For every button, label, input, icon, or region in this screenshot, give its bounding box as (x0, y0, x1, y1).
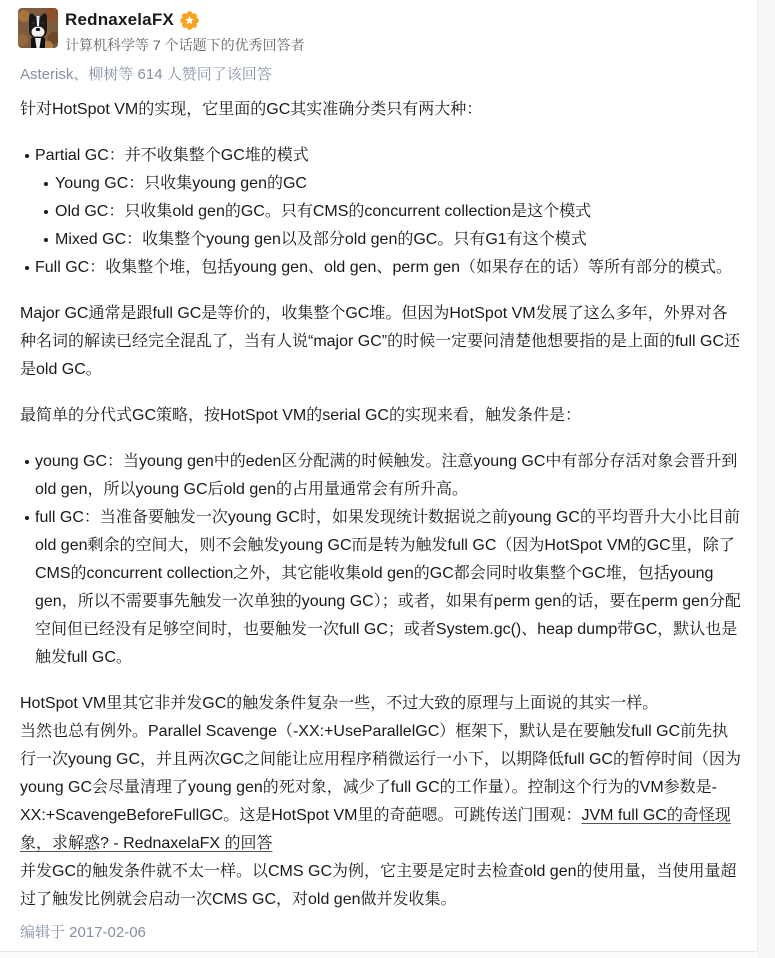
answer-rich-text (0, 96, 757, 914)
excellent-answerer-badge-icon (180, 11, 199, 30)
list-item-old-gc: Old GC：只收集old gen的GC。只有CMS的concurrent collection是这个模式 (35, 198, 743, 226)
edit-timestamp: 编辑于 2017-02-06 (20, 924, 146, 941)
list-item-young-gc: Young GC：只收集young gen的GC (35, 170, 743, 198)
partial-gc-sublist (35, 170, 743, 254)
list-item-young-gc-trigger: young GC：当young gen中的eden区分配满的时候触发。注意young GC中有部分存活对象会晋升到old gen，所以young GC后old gen的占用量通常会有所升高。 (20, 448, 743, 504)
list-item-partial-gc (20, 142, 743, 254)
author-header (0, 8, 757, 52)
username[interactable]: RednaxelaFX (65, 10, 174, 29)
user-headline: 计算机科学等 7 个话题下的优秀回答者 (65, 37, 305, 53)
upvote-summary[interactable]: Asterisk、柳树等 614 人赞同了该回答 (20, 66, 272, 83)
list-item-text: Partial GC：并不收集整个GC堆的模式 (35, 147, 309, 164)
answer-paragraph-serial-gc: 最简单的分代式GC策略，按HotSpot VM的serial GC的实现来看，触发条件是： (20, 407, 581, 424)
list-item-full-gc-trigger: full GC：当准备要触发一次young GC时，如果发现统计数据说之前young GC的平均晋升大小比目前old gen剩余的空间大，则不会触发young GC而是转为触发full GC（因为HotSpot VM的GC里，除了CMS的concurrent collection之外，其它能收集old gen的GC都会同时收集整个GC堆，包括young gen，所以不需要事先触发一次单独的young GC）；或者，如果有perm gen的话，要在perm gen分配空间但已经没有足够空间时，也要触发一次full GC；或者System.gc()、heap dump带GC，默认也是触发full GC。 (20, 504, 743, 672)
concurrent-gc-line: 并发GC的触发条件就不太一样。以CMS GC为例，它主要是定时去检查old gen的使用量，当使用量超过了触发比例就会启动一次CMS GC，对old gen做并发收集。 (20, 863, 737, 908)
jvm-full-gc-answer-link[interactable]: JVM full GC的奇怪现象，求解惑? - RednaxelaFX 的回答 (20, 807, 731, 852)
answer-paragraph-other-gc (20, 690, 743, 914)
trigger-condition-list (20, 448, 743, 672)
author-meta (65, 8, 305, 55)
avatar-dog-photo (18, 8, 58, 48)
gc-type-list (20, 142, 743, 282)
answer-paragraph-intro: 针对HotSpot VM的实现，它里面的GC其实准确分类只有两大种： (20, 101, 483, 118)
bottom-divider (0, 951, 758, 958)
list-item-full-gc: Full GC：收集整个堆，包括young gen、old gen、perm gen（如果存在的话）等所有部分的模式。 (20, 254, 743, 282)
answer-paragraph-major-gc: Major GC通常是跟full GC是等价的，收集整个GC堆。但因为HotSpot VM发展了这么多年，外界对各种名词的解读已经完全混乱了，当有人说“major GC”的时候一定要问清楚他想要指的是上面的full GC还是old GC。 (20, 305, 741, 378)
other-gc-line2: 当然也总有例外。Parallel Scavenge（-XX:+UseParallelGC）框架下，默认是在要触发full GC前先执行一次young GC，并且两次GC之间能让应用程序稍微运行一小下，以期降低full GC的暂停时间（因为young GC会尽量清理了young gen的死对象，减少了full GC的工作量）。控制这个行为的VM参数是-XX:+ScavengeBeforeFullGC。这是HotSpot VM里的奇葩嗯。可跳传送门围观： (20, 723, 741, 824)
other-gc-line1: HotSpot VM里其它非并发GC的触发条件复杂一些，不过大致的原理与上面说的其实一样。 (20, 695, 659, 712)
right-gutter (759, 0, 775, 958)
user-avatar[interactable] (18, 8, 58, 48)
list-item-mixed-gc: Mixed GC：收集整个young gen以及部分old gen的GC。只有G1有这个模式 (35, 226, 743, 254)
